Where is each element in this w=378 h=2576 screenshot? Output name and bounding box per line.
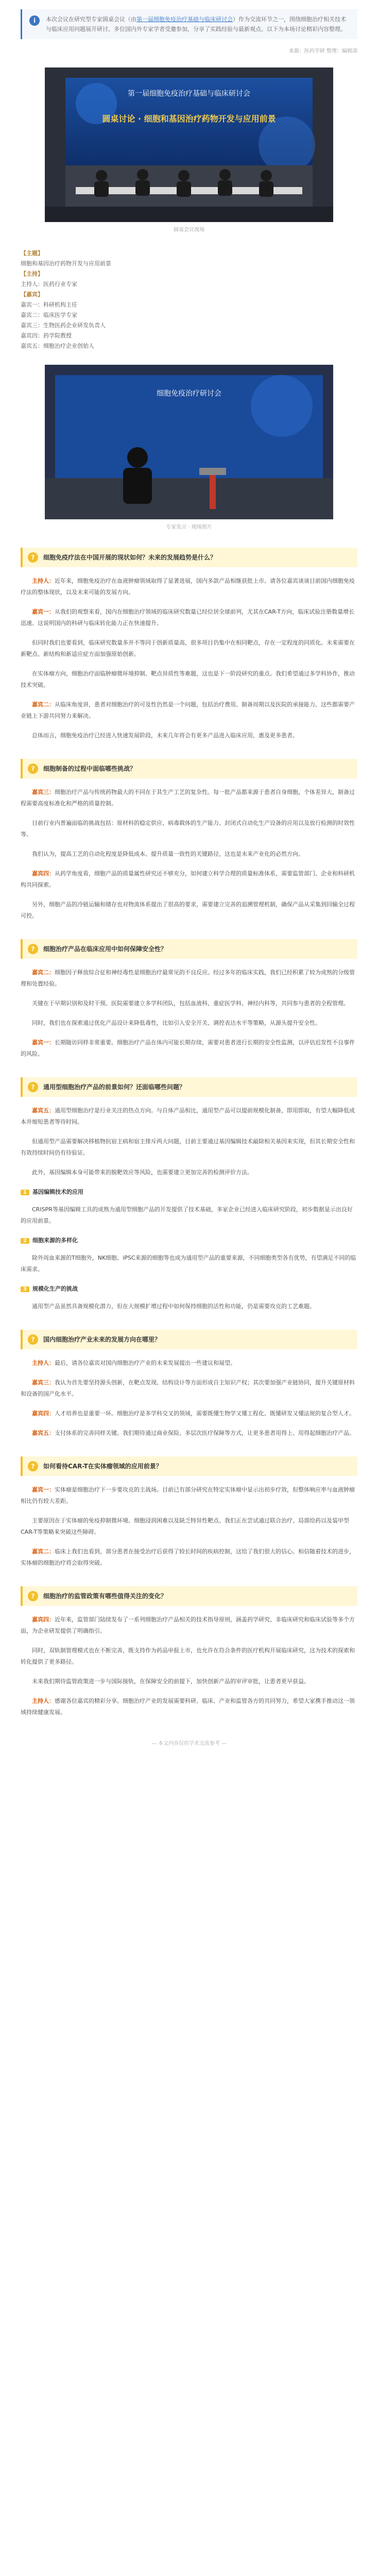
paragraph — [21, 1515, 357, 1538]
subsection-title: 规模化生产的挑战 — [32, 1285, 78, 1292]
conference-link[interactable]: 第一届细胞免疫治疗基础与临床研讨会 — [136, 16, 233, 23]
paragraph-text: 未来我们期待监管政策进一步与国际接轨，在保障安全的前提下，加快创新产品的审评审批，让患者更早获益。 — [32, 1678, 310, 1685]
paragraph — [21, 1358, 357, 1369]
qa-section-5 — [21, 1330, 357, 1439]
paragraph-text: 从药学角度看，细胞产品的质量属性研究还不够充分，如何建立科学合理的质量标准体系，需要监管部门、企业和科研机构共同探索。 — [21, 870, 355, 888]
question-icon: ? — [28, 1591, 38, 1601]
paragraph-text: 近年来，细胞免疫治疗在血液肿瘤领域取得了显著进展，国内多款产品相继获批上市。请各位嘉宾谈谈目前国内细胞免疫疗法的整体现状，以及未来可能的发展方向。 — [21, 578, 355, 596]
qa-section-3 — [21, 939, 357, 1060]
question-box — [21, 1586, 357, 1606]
speaker-label: 嘉宾四： — [32, 870, 55, 877]
paragraph — [21, 668, 357, 691]
info-icon: i — [29, 15, 40, 26]
paragraph — [21, 1252, 357, 1275]
topic-text: 细胞和基因治疗药物开发与应用前景 — [21, 260, 111, 267]
paragraph-text: 同时，双轨制管理模式也在不断完善，既支持作为药品申报上市，也允许在符合条件的医疗机构开展临床研究，这为技术的探索和转化提供了更多路径。 — [21, 1647, 355, 1665]
paragraph-text: 长期随访同样非常重要。细胞治疗产品在体内可能长期存续，需要对患者进行长期的安全性监测，以评估迟发性不良事件的风险。 — [21, 1039, 355, 1057]
paragraph — [21, 1484, 357, 1507]
paragraph-text: 从临床角度讲，患者对细胞治疗的可及性仍然是一个问题，包括治疗费用、制备周期以及医院的承接能力。这些都需要产业链上下游共同努力来解决。 — [21, 701, 355, 719]
question-icon: ? — [28, 552, 38, 563]
paragraph-text: 从我们的观察来看，国内在细胞治疗领域的临床研究数量已经位居全球前列，尤其在CAR-T方向，临床试验注册数量增长迅速。这说明国内的科研与临床转化能力正在快速提升。 — [21, 608, 355, 626]
paragraph — [21, 1136, 357, 1159]
paragraph — [21, 1546, 357, 1569]
speaker-label: 嘉宾二： — [32, 969, 55, 976]
question-text: 国内细胞治疗产业未来的发展方向在哪里？ — [43, 1336, 161, 1343]
question-icon: ? — [28, 1082, 38, 1092]
question-text: 细胞治疗产品在临床应用中如何保障安全性？ — [43, 945, 167, 953]
speaker-label: 嘉宾二： — [32, 701, 55, 708]
subsection-heading — [21, 1188, 357, 1196]
paragraph — [21, 1676, 357, 1687]
question-icon: ? — [28, 1461, 38, 1471]
paragraph — [21, 868, 357, 891]
speaker-label: 嘉宾三： — [32, 789, 55, 795]
paragraph-text: CRISPR等基因编辑工具的成熟为通用型细胞产品的开发提供了技术基础，多家企业已经进入临床研究阶段，初步数据显示出良好的应用前景。 — [21, 1206, 353, 1224]
paragraph — [21, 1696, 357, 1718]
paragraph — [21, 606, 357, 629]
paragraph — [21, 787, 357, 809]
speaker-label: 主持人： — [32, 578, 55, 584]
paragraph-text: 关键在于早期识别和及时干预。医院需要建立多学科团队，包括血液科、重症医学科、神经内科等，共同参与患者的全程管理。 — [32, 1000, 349, 1007]
panel-photo — [45, 67, 333, 222]
paragraph — [21, 1167, 357, 1178]
paragraph — [21, 637, 357, 660]
question-box — [21, 1077, 357, 1097]
question-box — [21, 1330, 357, 1349]
paragraph — [21, 899, 357, 922]
speaker-label: 嘉宾三： — [32, 1379, 55, 1386]
subsection-number: 2 — [21, 1238, 29, 1244]
paragraph — [21, 1408, 357, 1419]
question-text: 如何看待CAR-T在实体瘤领域的应用前景？ — [43, 1463, 162, 1470]
speaker-label: 嘉宾二： — [32, 1548, 55, 1555]
paragraph — [21, 998, 357, 1009]
subsection-title: 基因编辑技术的应用 — [32, 1189, 83, 1195]
paragraph — [21, 1428, 357, 1439]
paragraph — [21, 1301, 357, 1312]
speaker-label: 嘉宾五： — [32, 1107, 55, 1114]
host-label: 【主持】 — [21, 270, 43, 277]
speaker-photo — [45, 365, 333, 519]
question-text: 通用型细胞治疗产品的前景如何？还面临哪些问题？ — [43, 1083, 186, 1091]
topic-label: 【主题】 — [21, 250, 43, 257]
question-box — [21, 759, 357, 778]
paragraph — [21, 967, 357, 990]
paragraph — [21, 818, 357, 840]
speaker-photo-caption: 专家发言 · 现场照片 — [166, 524, 212, 530]
session-info — [21, 248, 357, 351]
question-box — [21, 548, 357, 567]
paragraph — [21, 1614, 357, 1637]
article-content — [0, 9, 378, 1747]
speaker-label: 嘉宾四： — [32, 1410, 55, 1417]
guests-label: 【嘉宾】 — [21, 291, 43, 298]
paragraph-text: 细胞因子释放综合征和神经毒性是细胞治疗最常见的不良反应。经过多年的临床实践，我们已经积累了较为成熟的分级管理和处置经验。 — [21, 969, 355, 987]
question-text: 细胞免疫疗法在中国开展的现状如何？未来的发展趋势是什么？ — [43, 554, 217, 561]
paragraph — [21, 1105, 357, 1128]
paragraph-text: 此外，基因编辑本身可能带来的脱靶效应等风险，也需要建立更加完善的检测评价方法。 — [32, 1169, 253, 1176]
question-icon: ? — [28, 764, 38, 774]
speaker-label: 嘉宾一： — [32, 1486, 55, 1493]
article-meta: 来源：医药学研 整理：编辑部 — [288, 48, 357, 54]
paragraph-text: 感谢各位嘉宾的精彩分享。细胞治疗产业的发展需要科研、临床、产业和监管各方的共同努力，希望大家携手推动这一领域持续健康发展。 — [21, 1698, 355, 1716]
paragraph — [21, 575, 357, 598]
paragraph-text: 同时，我们也在探索通过优化产品设计来降低毒性，比如引入安全开关、调控表达水平等策略，从源头提升安全性。 — [32, 1020, 321, 1026]
paragraph — [21, 849, 357, 860]
paragraph-text: 目前行业内普遍面临的挑战包括：原材料的稳定供应、病毒载体的生产能力、封闭式自动化生产设备的应用以及放行检测的时效性等。 — [21, 820, 355, 838]
paragraph-text: 但通用型产品需要解决移植物抗宿主病和宿主排斥两大问题，目前主要通过基因编辑技术敲除相关基因来实现，但其长期安全性和有效持续时间仍有待验证。 — [21, 1138, 355, 1156]
guest-item: 嘉宾五：细胞治疗企业创始人 — [21, 343, 94, 349]
guest-item: 嘉宾二：临床医学专家 — [21, 312, 77, 318]
qa-section-6 — [21, 1456, 357, 1569]
paragraph — [21, 1645, 357, 1668]
banner-title: 第一届细胞免疫治疗基础与临床研讨会 — [128, 90, 250, 98]
question-icon: ? — [28, 1334, 38, 1345]
paragraph-text: 我认为首先要坚持源头创新，在靶点发现、结构设计等方面形成自主知识产权；其次要加强产业链协同，提升关键原材料和设备的国产化水平。 — [21, 1379, 355, 1397]
paragraph-text: 另外，细胞产品的冷链运输和储存也对物流体系提出了很高的要求，需要建立完善的追溯管理机制，确保产品从采集到回输全过程可控。 — [21, 901, 355, 919]
question-text: 细胞治疗的监管政策有哪些值得关注的变化？ — [43, 1592, 167, 1600]
paragraph-text: 通用型细胞治疗是行业关注的热点方向。与自体产品相比，通用型产品可以提前规模化制备，即用即取，有望大幅降低成本并缩短患者等待时间。 — [21, 1107, 355, 1125]
paragraph — [21, 1018, 357, 1029]
qa-section-1 — [21, 548, 357, 741]
subsection-number: 1 — [21, 1190, 29, 1195]
intro-note — [21, 9, 357, 39]
paragraph-text: 除外周血来源的T细胞外，NK细胞、iPSC来源的细胞等也成为通用型产品的重要来源，不同细胞类型各有优势，有望满足不同的临床需求。 — [21, 1255, 356, 1273]
paragraph-text: 人才培养也是重要一环。细胞治疗是多学科交叉的领域，需要既懂生物学又懂工程化、既懂研发又懂法规的复合型人才。 — [55, 1410, 355, 1417]
subsection-title: 细胞来源的多样化 — [32, 1237, 78, 1244]
speaker-label: 嘉宾一： — [32, 1039, 55, 1046]
paragraph — [21, 1377, 357, 1400]
paragraph — [21, 1204, 357, 1227]
paragraph-text: 但同时我们也要看到，临床研究数量多并不等同于创新质量高，很多项目仍集中在相同靶点，存在一定程度的同质化。未来需要在新靶点、新结构和新适应症方面加强原始创新。 — [21, 639, 355, 657]
subsection-number: 3 — [21, 1286, 29, 1292]
panel-photo-caption: 圆桌会议现场 — [174, 227, 204, 233]
paragraph-text: 最后，请各位嘉宾对国内细胞治疗产业的未来发展提出一些建议和展望。 — [55, 1360, 236, 1366]
paragraph-text: 临床上我们也看到，部分患者在接受治疗后获得了较长时间的疾病控制，这给了我们很大的信心。相信随着技术的进步，实体瘤的细胞治疗将会取得突破。 — [21, 1548, 355, 1566]
guest-item: 嘉宾四：药学院教授 — [21, 332, 72, 339]
host-text: 主持人：医药行业专家 — [21, 281, 77, 287]
paragraph-text: 支付体系的完善同样关键。我们期待通过商业保险、多层次医疗保障等方式，让更多患者用得上、用得起细胞治疗产品。 — [55, 1430, 355, 1436]
subsection-heading — [21, 1236, 357, 1244]
speaker-label: 嘉宾一： — [32, 608, 55, 615]
question-box — [21, 939, 357, 959]
paragraph-text: 近年来，监管部门陆续发布了一系列细胞治疗产品相关的技术指导原则，涵盖药学研究、非临床研究和临床试验等多个方面，为企业研发提供了明确指引。 — [21, 1616, 355, 1634]
question-icon: ? — [28, 944, 38, 954]
speaker-label: 主持人： — [32, 1698, 55, 1704]
guest-item: 嘉宾一：科研机构主任 — [21, 301, 77, 308]
paragraph — [21, 699, 357, 722]
paragraph-text: 在实体瘤方向，细胞治疗面临肿瘤微环境抑制、靶点异质性等难题，这也是下一阶段研究的重点。我们希望通过多学科协作，推动技术突破。 — [21, 670, 355, 688]
paragraph-text: 通用型产品虽然具备规模化潜力，但在大规模扩增过程中如何保持细胞的活性和功能，仍是需要攻克的工艺难题。 — [32, 1303, 315, 1310]
qa-section-7 — [21, 1586, 357, 1718]
banner-subtitle: 圆桌讨论 · 细胞和基因治疗药物开发与应用前景 — [102, 114, 276, 124]
subsection-heading — [21, 1284, 357, 1293]
paragraph-text: 实体瘤是细胞治疗下一步要攻克的主战场。目前已有部分研究在特定实体瘤中显示出初步疗效，但整体响应率与血液肿瘤相比仍有较大差距。 — [21, 1486, 355, 1504]
question-text: 细胞制备的过程中面临哪些挑战？ — [43, 765, 136, 772]
qa-section-2 — [21, 759, 357, 922]
paragraph-text: 主要原因在于实体瘤的免疫抑制微环境、细胞浸润困难以及缺乏特异性靶点。我们正在尝试通过联合治疗、局部给药以及装甲型CAR-T等策略来突破这些障碍。 — [21, 1517, 349, 1535]
speaker-label: 主持人： — [32, 1360, 55, 1366]
question-box — [21, 1456, 357, 1476]
paragraph-text: 细胞治疗产品与传统药物最大的不同在于其生产工艺的复杂性。每一批产品都来源于患者自身细胞，个体差异大，制备过程需要高度标准化和严格的质量控制。 — [21, 789, 355, 807]
qa-section-4 — [21, 1077, 357, 1312]
guest-item: 嘉宾三：生物医药企业研发负责人 — [21, 322, 106, 329]
paragraph-text: 总体而言，细胞免疫治疗已经进入快速发展阶段，未来几年将会有更多产品进入临床应用，惠及更多患者。 — [32, 732, 298, 739]
article-footer: — 本文内容仅供学术交流参考 — — [151, 1741, 227, 1747]
paragraph-text: 我们认为，提高工艺的自动化程度是降低成本、提升质量一致性的关键路径，这也是未来产业化的必然方向。 — [32, 851, 304, 857]
paragraph — [21, 730, 357, 741]
speaker-banner-title: 细胞免疫治疗研讨会 — [157, 389, 221, 398]
speaker-label: 嘉宾五： — [32, 1430, 55, 1436]
paragraph — [21, 1037, 357, 1060]
speaker-label: 嘉宾四： — [32, 1616, 55, 1623]
intro-text-after: ）作为交流环节之一，围绕细胞治疗相关技术与临床应用问题展开研讨。多位国内外专家学者受邀参加，分享了实践经验与最新观点。以下为本场讨论精彩内容整理。 — [46, 16, 346, 32]
intro-text-before: 本次会议在研究型专家圆桌会议（由 — [46, 16, 136, 23]
